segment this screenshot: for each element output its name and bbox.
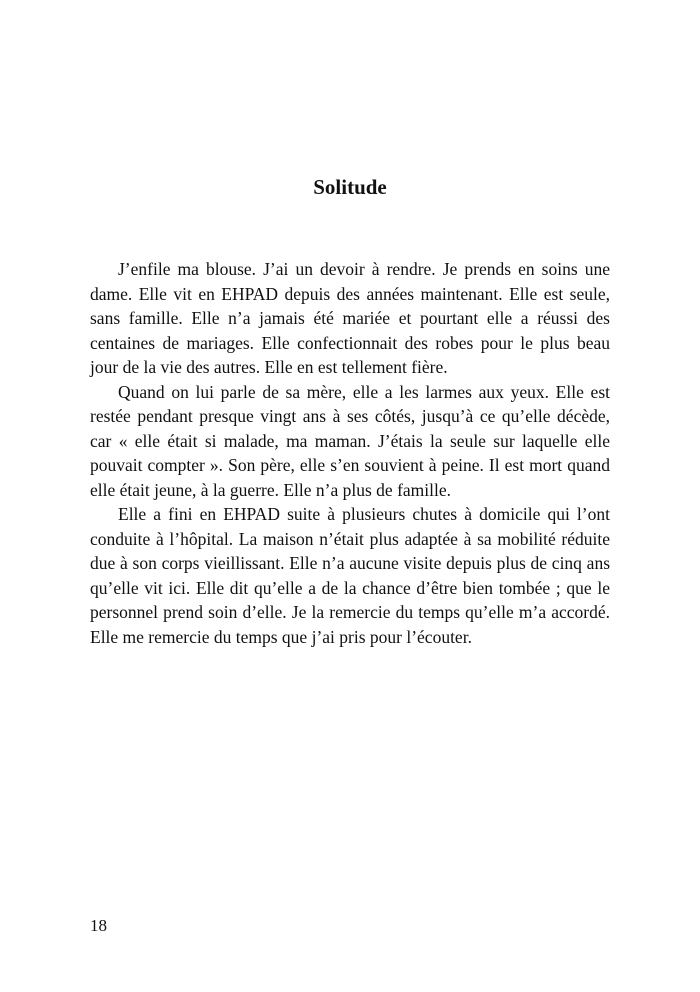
- paragraph-1: J’enfile ma blouse. J’ai un devoir à rendre. Je prends en soins une dame. Elle vit en EHPAD depuis des années maintenant. Elle est seule, sans famille. Elle n’a jamais été mariée et pourtant elle a réussi des centaines de mariages. Elle confectionnait des robes pour le plus beau jour de la vie des autres. Elle en est tellement fière.: [90, 259, 610, 377]
- paragraph-2: Quand on lui parle de sa mère, elle a les larmes aux yeux. Elle est restée pendant presque vingt ans à ses côtés, jusqu’à ce qu’elle décède, car « elle était si malade, ma maman. J’étais la seule sur laquelle elle pouvait compter ». Son père, elle s’en souvient à peine. Il est mort quand elle était jeune, à la guerre. Elle n’a plus de famille.: [90, 381, 610, 500]
- chapter-title: Solitude: [313, 175, 387, 199]
- chapter-body: [90, 257, 610, 649]
- paragraph-3: Elle a fini en EHPAD suite à plusieurs chutes à domicile qui l’ont conduite à l’hôpital. La maison n’était plus adaptée à sa mobilité réduite due à son corps vieillissant. Elle n’a aucune visite depuis plus de cinq ans qu’elle vit ici. Elle dit qu’elle a de la chance d’être bien tombée ; que le personnel prend soin d’elle. Je la remercie du temps qu’elle m’a accordé. Elle me remercie du temps que j’ai pris pour l’écouter.: [90, 504, 610, 647]
- page-number: 18: [90, 916, 107, 935]
